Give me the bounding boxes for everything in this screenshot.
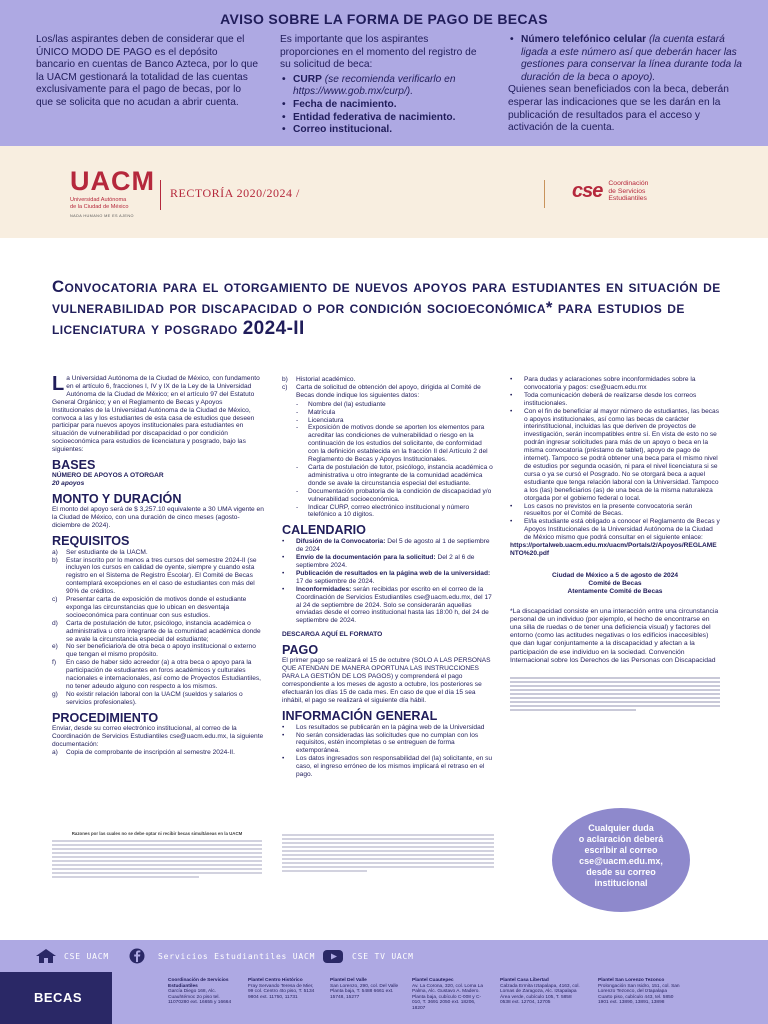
signature: Ciudad de México a 5 de agosto de 2024 Comité de Becas Atentamente Comité de Becas — [551, 571, 679, 595]
divider — [160, 180, 161, 210]
documento-item: b) Historial académico. — [282, 376, 356, 383]
aviso-item: • Correo institucional. — [280, 124, 490, 137]
bases-label: NÚMERO DE APOYOS A OTORGAR — [52, 472, 164, 480]
aviso-col-2 — [280, 34, 490, 137]
requisito-item: f) En caso de haber sido acreedor (a) a otra beca o apoyo para la participación de estudiantes en foros académicos y culturales nacionales e internacionales, así como de Proyectos Estudiantiles, no tener adeudo alguno con respecto a los mismos. — [52, 659, 261, 690]
calendario-item: • Inconformidades: serán recibidas por escrito en el correo de la Coordinación de Servicios Estudiantiles cse@uacm.edu.mx, del 17 al 24 de septiembre de 2024. Solo se considerarán aquellas enviadas desde el correo institucional hasta las 18:00 h, del 24 de septiembre de 2024. — [282, 585, 492, 625]
aviso-item: • Entidad federativa de nacimiento. — [280, 112, 490, 125]
info-item: • Los resultados se publicarán en la página web de la Universidad — [282, 723, 485, 731]
social-facebook[interactable]: Servicios Estudiantiles UACM — [128, 948, 315, 964]
social-home[interactable]: CSE UACM — [34, 948, 109, 964]
monto-heading: MONTO Y DURACIÓN — [52, 491, 182, 506]
contact-bubble: Cualquier duda o aclaración deberá escribir al correo cse@uacm.edu.mx, desde su correo institucional — [552, 808, 690, 912]
descarga-formato-link[interactable]: DESCARGA AQUÍ EL FORMATO — [282, 631, 383, 639]
youtube-icon — [322, 948, 346, 964]
nota-item: • Para dudas y aclaraciones sobre inconformidades sobre la convocatoria y pagos: cse@uacm.edu.mx — [510, 376, 696, 391]
sub-item: - Exposición de motivos donde se aporten los elementos para acreditar las condiciones de vulnerabilidad o riesgo en la continuación de los estudios del solicitante, de conformidad con la definición establecida en la fracción II del Artículo 2 del Reglamento de Becas y Apoyos Institucionales. — [296, 424, 488, 464]
pago-heading: PAGO — [282, 643, 319, 658]
documento-item: c) Carta de solicitud de obtención del apoyo, dirigida al Comité de Becas donde indique los siguientes datos: — [282, 383, 481, 399]
aviso-item: • Fecha de nacimiento. — [280, 99, 490, 112]
aviso-intro: Es importante que los aspirantes proporciones en el momento del registro de su solicitud de beca: — [280, 34, 477, 71]
procedimiento-item: a) Copia de comprobante de inscripción al semestre 2024-II. — [52, 749, 235, 757]
column-3 — [510, 375, 720, 713]
requisito-item: e) No ser beneficiario/a de otra beca o apoyo institucional o externo que tengan el mismo propósito. — [52, 643, 256, 659]
info-item: • Los datos ingresados son responsabilidad del (la) solicitante, en su caso, el ingreso erróneo de los mismos implicará el retraso en el pago. — [282, 755, 493, 779]
razones-block-2 — [282, 832, 494, 874]
facebook-icon — [128, 948, 152, 964]
convocatoria-title: Convocatoria para el otorgamiento de nuevos apoyos para estudiantes en situación de vulnerabilidad por discapacidad o por condición socioeconómica* para estudios de licenciatura y posgrado 2024-II — [52, 277, 721, 339]
footer-contact: Coordinación de Servicios Estudiantiles García Diego 168, Alc. Cuauhtémoc 2o piso tel. 11070280 ext. 16655 y 16664 — [168, 978, 232, 1006]
footer-contact: Plantel Cuautepec Av. La Corona, 320, col. Loma La Palma, Alc. Gustavo A. Madero. Planta baja, cubículo C-008 y C-010, T. 3691 2050 ext. 18206, 18207 — [412, 978, 484, 1011]
fine-print — [510, 677, 720, 711]
footer-contact: Plantel Casa Libertad Calzada Ermita Iztapalapa, 4163, col. Lomas de Zaragoza, Alc. Iztapalapa Área verde, cubículo 105, T. 5858 0538 ext. 12704, 12705 — [500, 978, 580, 1006]
home-icon — [34, 948, 58, 964]
calendario-heading: CALENDARIO — [282, 523, 366, 538]
uacm-logo: UACM Universidad Autónoma de la Ciudad de México NADA HUMANO ME ES AJENO — [70, 166, 155, 218]
aviso-text-1: Los/las aspirantes deben de considerar que el ÚNICO MODO DE PAGO es el depósito bancario en cuentas de Banco Azteca, por lo que la UACM gestionará la totalidad de las cuentas exclusivamente para el pago de becas, por lo que se solicita que no acudan a abrir cuenta. — [36, 34, 259, 108]
footer-contact: Plantel Del Valle San Lorenzo, 290, col. Del Valle Planta baja, T. 5488 6661 ext. 15748, 15277 — [330, 978, 399, 1000]
info-item: • No serán consideradas las solicitudes que no cumplan con los requisitos, estén incompletas o se entreguen de forma extemporánea. — [282, 731, 479, 755]
calendario-item: • Difusión de la Convocatoria: Del 5 de agosto al 1 de septiembre de 2024 — [282, 538, 490, 554]
bases-value: 20 apoyos — [52, 479, 85, 487]
calendario-item: • Envío de la documentación para la solicitud: Del 2 al 6 de septiembre 2024. — [282, 554, 475, 570]
cse-logo: cse Coordinación de Servicios Estudiantiles — [572, 180, 649, 203]
discapacidad-note: *La discapacidad consiste en una interacción entre una circunstancia personal de un individuo (por ejemplo, el hecho de encontrarse en una silla de ruedas o de tener una deficiencia visual) y factores del entorno (como las actitudes negativas o los edificios inaccesibles) que dan lugar conjuntamente a la discapacidad y afectan a la participación de ese individuo en la sociedad. Convención Internacional sobre los Derechos de las Personas con Discapacidad — [510, 607, 719, 664]
requisito-item: d) Carta de postulación de tutor, psicólogo, instancia académica o administrativa u otro integrante de la comunidad académica donde se avale la circunstancia especial del estudiante; — [52, 619, 261, 643]
nota-item: • Toda comunicación deberá de realizarse desde los correos institucionales. — [510, 391, 697, 407]
aviso-col-3 — [508, 34, 748, 137]
requisito-item: c) Presentar carta de exposición de motivos donde el estudiante exponga las circunstancias que lo ubican en desventaja socioeconómica para continuar con sus estudios. — [52, 596, 247, 619]
column-1 — [52, 375, 266, 757]
social-youtube[interactable]: CSE TV UACM — [322, 948, 414, 964]
sub-item: - Documentación probatoria de la condición de discapacidad y/o vulnerabilidad socioeconómica. — [296, 487, 492, 503]
aviso-item: • CURP (se recomienda verificarlo en https://www.gob.mx/curp/). — [280, 74, 490, 99]
requisitos-heading: REQUISITOS — [52, 533, 130, 548]
rectoria-label: RECTORÍA 2020/2024 / — [170, 186, 300, 200]
info-heading: INFORMACIÓN GENERAL — [282, 708, 438, 723]
requisito-item: g) No existir relación laboral con la UACM (sueldos y salarios o servicios profesionales). — [52, 690, 243, 706]
razones-block: Razones por las cuales no se debe optar ni recibir becas simultáneas en la UACM — [52, 832, 262, 880]
sub-item: - Carta de postulación de tutor, psicólogo, instancia académica o administrativa u otro integrante de la comunidad académica donde se avale la circunstancia especial del estudiante. — [296, 463, 493, 487]
nota-item: • Los casos no previstos en la presente convocatoria serán resueltos por el Comité de Becas. — [510, 502, 693, 518]
procedimiento-heading: PROCEDIMIENTO — [52, 710, 159, 725]
footer-contact: Plantel San Lorenzo Tezonco Prolongación San Isidro, 151, col. San Lorenzo Tezonco, del Iztapalapa Cuarto piso, cubículo 443, tel. 5850 1901 ext. 13890, 13891, 13898 — [598, 978, 680, 1006]
sub-item: - Matrícula — [296, 408, 336, 416]
intro-text: La Universidad Autónoma de la Ciudad de México, con fundamento en el artículo 6, fracciones I, IV y IX de la Ley de la Universidad Autónoma de la Ciudad de México; en el artículo 97 del Estatuto General Orgánico; y en el Reglamento de Becas y Apoyos Institucionales de la Universidad Autónoma de la Ciudad de México, convoca a las y los estudiantes de esta casa de estudios que deseen participar para nuevos apoyos institucionales para estudiantes en situación de vulnerabilidad por discapacidad o por condición socioeconómica para estudios de licenciatura y posgrado, bajo las siguientes: — [52, 373, 260, 454]
footer-contact: Plantel Centro Histórico Fray Servando Teresa de Mier, 99 col. Centro 4to piso, T. 5134 9804 ext. 11750, 11731 — [248, 978, 315, 1000]
nota-item: • El/la estudiante está obligado a conocer el Reglamento de Becas y Apoyos Institucionales de la Universidad Autónoma de la Ciudad de México mismo que podrá consultar en el siguiente enlace: — [510, 518, 720, 542]
becas-label: BECAS — [0, 972, 112, 1024]
aviso-title: AVISO SOBRE LA FORMA DE PAGO DE BECAS — [220, 11, 548, 27]
column-2 — [282, 375, 494, 779]
reglamento-link[interactable]: https://portalweb.uacm.edu.mx/uacm/Portals/2/Apoyos/REGLAMENTO%20.pdf — [510, 542, 717, 557]
divider — [544, 180, 545, 208]
sub-item: - Nombre del (la) estudiante — [296, 400, 386, 408]
procedimiento-text: Enviar, desde su correo electrónico institucional, al correo de la Coordinación de Servicios Estudiantiles cse@uacm.edu.mx, la siguiente documentación: — [52, 724, 264, 748]
monto-text: El monto del apoyo será de $ 3,257.10 equivalente a 30 UMA vigente en la Ciudad de México, con una duración de cinco meses (agosto-diciembre de 2024). — [52, 505, 264, 529]
aviso-item: • Número telefónico celular (la cuenta estará ligada a este número así que deberán hacer las gestiones para conservar la línea durante toda la duración de la beca o apoyo). — [508, 34, 748, 84]
sub-item: - Licenciatura — [296, 416, 344, 424]
bases-heading: BASES — [52, 458, 96, 473]
nota-item: • Con el fin de beneficiar al mayor número de estudiantes, las becas o apoyos institucionales, así como las becas de carácter interinstitucional, incluidas las que deriven de proyectos de investigación, serán incompatibles entre sí. En vista de esto no se podrán ingresar solicitudes para más de un apoyo o beca en la misma convocatoria (préstamo de tablet), apoyo de pago de internet). Tampoco se podrá obtener una beca para el mismo nivel de estudios por segunda ocasión, ni para el nivel licenciatura si se cursa o ya se cursó el Posgrado. No se otorgará beca a aquel estudiante que tenga relación laboral con la Universidad. Tampoco a los (las) beneficiarios (as) de una beca de la misma naturaleza otorgada por el gobierno federal o local. — [510, 407, 719, 502]
sub-item: - Indicar CURP, correo electrónico institucional y número telefónico a 10 dígitos. — [296, 503, 470, 519]
requisito-item: b) Estar inscrito por lo menos a tres cursos del semestre 2024-II (se incluyen los cursos en calidad de oyente, siempre y cuando esta registro en el Sistema de Registro Escolar). El Comité de Becas contemplará excepciones en el caso de estudiantes con más del 90% de créditos. — [52, 556, 257, 596]
calendario-item: • Publicación de resultados en la página web de la universidad: 17 de septiembre de 2024. — [282, 569, 491, 585]
aviso-text-3: Quienes sean beneficiados con la beca, deberán esperar las indicaciones que se les darán en la publicación de resultados para el acceso y activación de la cuenta. — [508, 84, 729, 134]
aviso-col-1 — [36, 34, 258, 112]
pago-text: El primer pago se realizará el 15 de octubre (SOLO A LAS PERSONAS QUE ATENDAN DE MANERA OPORTUNA LAS INSTRUCCIONES PARA LA GESTIÓN DE LOS PAGOS) y comprenderá el pago correspondiente a los meses de agosto a octubre, los posteriores se efectuarán los días 15 de cada mes. En caso de que el día 15 sea inhábil, el pago se realizará el siguiente día hábil. — [282, 657, 491, 704]
requisito-item: a) Ser estudiante de la UACM. — [52, 548, 148, 556]
